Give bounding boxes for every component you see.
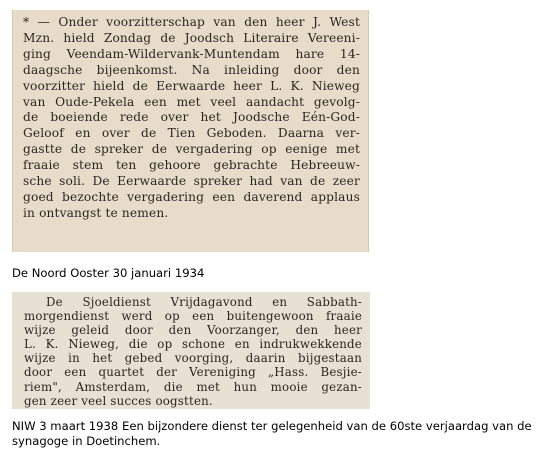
clipping-line: gen zeer veel succes oogstten.: [24, 393, 213, 408]
clipping-line: De Sjoeldienst Vrijdagavond en Sabbath-: [46, 295, 362, 309]
clipping-line: goed bezochte vergadering een daverend applaus: [23, 189, 360, 204]
newspaper-clipping-1934: [12, 10, 369, 252]
caption-1938: NIW 3 maart 1938 Een bijzondere dienst ter gelegenheid van de 60ste verjaardag van de synagoge in Doetinchem.: [12, 419, 532, 448]
caption-1934: De Noord Ooster 30 januari 1934: [12, 266, 205, 280]
clipping-line: wijze geleid door den Voorzanger, den heer: [24, 323, 362, 338]
clipping-line: de boeiende rede over het Joodsche Eén-God-: [23, 110, 360, 125]
clipping-line: morgendienst werd op een buitengewoon fraaie: [24, 309, 362, 324]
clipping-line: voorzitter hield de Eerwaarde heer L. K. Nieweg: [23, 78, 360, 93]
clipping-line: van Oude-Pekela een met veel aandacht gevolg-: [23, 94, 360, 109]
clipping-line: sche soli. De Eerwaarde spreker had van de zeer: [23, 174, 360, 189]
clipping-line: * — Onder voorzitterschap van den heer J. West: [23, 15, 360, 29]
clipping-line: L. K. Nieweg, die op schone en indrukwekkende: [24, 337, 362, 352]
clipping-line: daagsche bijeenkomst. Na inleiding door den: [23, 62, 360, 77]
clipping-line: riem", Amsterdam, die met hun mooie gezan-: [24, 379, 362, 394]
clipping-line: wijze in het gebed voorging, daarin bijgestaan: [24, 351, 362, 366]
clipping-line: in ontvangst te nemen.: [23, 205, 169, 220]
clipping-line: ging Veendam-Wildervank-Muntendam hare 14-: [23, 46, 360, 61]
clipping-line: door een quartet der Vereniging „Hass. Besjie-: [24, 365, 362, 380]
clipping-line: Geloof en over de Tien Geboden. Daarna ver-: [23, 126, 360, 141]
clipping-line: fraaie stem ten gehoore gebrachte Hebreeuw-: [23, 158, 360, 173]
clipping-line: gastte de spreker de vergadering op eenige met: [23, 142, 360, 157]
newspaper-clipping-1938: [12, 292, 370, 409]
clipping-line: Mzn. hield Zondag de Joodsch Literaire Vereeni-: [23, 30, 360, 45]
